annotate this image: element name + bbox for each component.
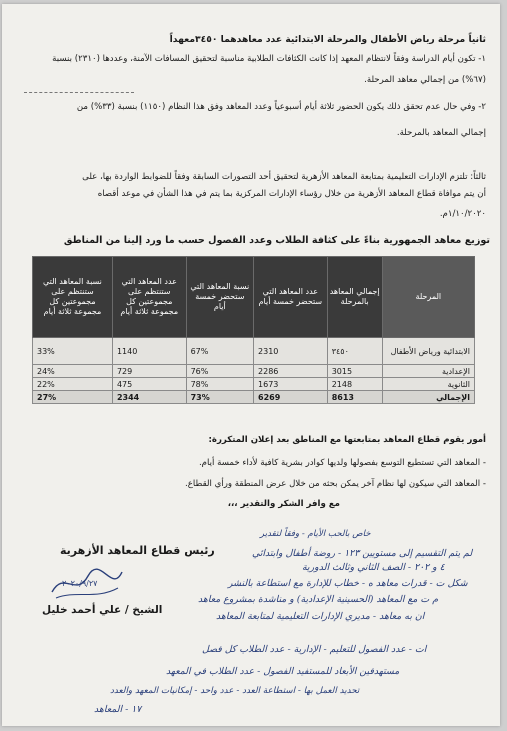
stamp-date: ٢٠٢٠/٩/٢٧ — [62, 579, 98, 588]
header-three-days-percent: نسبة المعاهد التي ستنتظم على مجموعتين كل مجموعة ثلاثة أيام — [33, 257, 113, 338]
section-2-paragraph-2-line-1: ٢- وفي حال عدم تحقق ذلك يكون الحضور ثلاثة أيام أسبوعياً وعدد المعاهد وفق هذا النظام (١١٥٠) بنسبة (٣٣%) من — [76, 102, 486, 112]
cell-three-days-count: 2344 — [112, 391, 186, 404]
signature-stamp-icon — [46, 564, 126, 602]
handwritten-note: م ت مع المعاهد (الحسينية الإعدادية) و مناشدة بمشروع معاهد — [198, 594, 439, 605]
table-row — [33, 338, 475, 365]
cell-five-days-count: 6269 — [254, 391, 328, 404]
institutes-distribution-table — [32, 256, 475, 404]
divider-dashes — [24, 92, 134, 93]
section-2-paragraph-1-line-2: (٦٧%) من إجمالي معاهد المرحلة. — [364, 75, 486, 85]
section-3-line-1: ثالثاً: تلتزم الإدارات التعليمية بمتابعة المعاهد الأزهرية لتحقيق أحد التصورات السابقة وفقاً للضوابط الواردة بها، على — [82, 172, 486, 182]
cell-five-days-percent: 73% — [186, 391, 253, 404]
section-3-line-3: ١/١٠/٢٠٢٠م. — [439, 209, 486, 219]
cell-total: ٣٤٥٠ — [327, 338, 382, 365]
header-five-days-count: عدد المعاهد التي ستحضر خمسة أيام — [254, 257, 328, 338]
cell-stage: الثانوية — [382, 378, 474, 391]
handwritten-note: تحديد العمل بها - استطاعة العدد - عدد واحد - إمكانيات المعهد والعدد — [110, 686, 360, 696]
cell-three-days-percent: 24% — [33, 365, 113, 378]
cell-five-days-percent: 67% — [186, 338, 253, 365]
section-2-title: ثانياً مرحلة رياض الأطفال والمرحلة الابتدائية عدد معاهدهما ٣٤٥٠معهداً — [169, 34, 486, 45]
table-title: توزيع معاهد الجمهورية بناءً على كثافة الطلاب وعدد الفصول حسب ما ورد إلينا من المناطق — [63, 235, 490, 246]
cell-three-days-percent: 22% — [33, 378, 113, 391]
cell-three-days-count: 1140 — [112, 338, 186, 365]
handwritten-note: شكل ت - قدرات معاهد ه - خطاب للإدارة مع استطاعة بالنشر — [228, 578, 468, 589]
closing-line-3: - المعاهد التي سيكون لها نظام آخر يمكن بحثه من خلال عرض المنطقة ورأي القطاع. — [185, 479, 486, 489]
cell-five-days-percent: 78% — [186, 378, 253, 391]
header-three-days-count: عدد المعاهد التي ستنتظم على مجموعتين كل مجموعة ثلاثة أيام — [112, 257, 186, 338]
table-total-row — [33, 391, 475, 404]
cell-stage: الإجمالي — [382, 391, 474, 404]
table-row — [33, 378, 475, 391]
cell-total: 3015 — [327, 365, 382, 378]
cell-three-days-count: 729 — [112, 365, 186, 378]
signature-title: رئيس قطاع المعاهد الأزهرية — [60, 544, 215, 557]
cell-total: 8613 — [327, 391, 382, 404]
cell-stage: الإعدادية — [382, 365, 474, 378]
handwritten-note: خاص بالحب الأيام - وفقاً لتقدير — [260, 529, 371, 539]
cell-five-days-percent: 76% — [186, 365, 253, 378]
handwritten-note: ات - عدد الفصول للتعليم - الإدارية - عدد الطلاب كل فصل — [202, 644, 427, 655]
section-2-paragraph-2-line-2: إجمالي المعاهد بالمرحلة. — [396, 128, 486, 138]
handwritten-note: ٤ و ٢٠٢ - الصف الثاني وثالث الدورية — [302, 562, 445, 573]
section-2-paragraph-1-line-1: ١- تكون أيام الدراسة وفقاً لانتظام المعهد إذا كانت الكثافات الطلابية مناسبة لتحقيق المسافات الآمنة، وعددها (٢٣١٠) بنسبة — [52, 54, 486, 64]
section-3-line-2: أن يتم موافاة قطاع المعاهد الأزهرية من خلال رؤساء الإدارات المركزية بما يتم في هذا الشأن في موعد أقصاه — [97, 189, 486, 199]
cell-stage: الابتدائية ورياض الأطفال — [382, 338, 474, 365]
cell-three-days-percent: 27% — [33, 391, 113, 404]
closing-line-2: - المعاهد التي تستطيع التوسع بفصولها ولديها كوادر بشرية كافية لأداء خمسة أيام. — [198, 458, 486, 468]
header-five-days-percent: نسبة المعاهد التي ستحضر خمسة أيام — [186, 257, 253, 338]
closing-line-1: أمور يقوم قطاع المعاهد بمتابعتها مع المناطق بعد إعلان المتكررة: — [208, 435, 486, 445]
handwritten-note: لم يتم التقسيم إلى مستويين ١٢٣ - روضة أطفال وابتدائي — [252, 548, 473, 559]
cell-three-days-percent: 33% — [33, 338, 113, 365]
cell-five-days-count: 1673 — [254, 378, 328, 391]
header-total-institutes: إجمالي المعاهد بالمرحلة — [327, 257, 382, 338]
handwritten-note: ١٧ - المعاهد — [94, 704, 142, 715]
table-row — [33, 365, 475, 378]
header-stage: المرحلة — [382, 257, 474, 338]
cell-five-days-count: 2310 — [254, 338, 328, 365]
signature-name: الشيخ / علي أحمد خليل — [42, 604, 163, 616]
table-header-row — [33, 257, 475, 338]
cell-five-days-count: 2286 — [254, 365, 328, 378]
handwritten-note: ان به معاهد - مديري الإدارات التعليمية لمتابعة المعاهد — [216, 611, 425, 622]
handwritten-note: مستهدفين الأبعاد للمستفيد الفصول - عدد الطلاب في المعهد — [166, 666, 400, 677]
regards-line: مع وافر الشكر والتقدير ،،، — [227, 499, 340, 509]
cell-three-days-count: 475 — [112, 378, 186, 391]
document-page — [2, 4, 500, 726]
cell-total: 2148 — [327, 378, 382, 391]
